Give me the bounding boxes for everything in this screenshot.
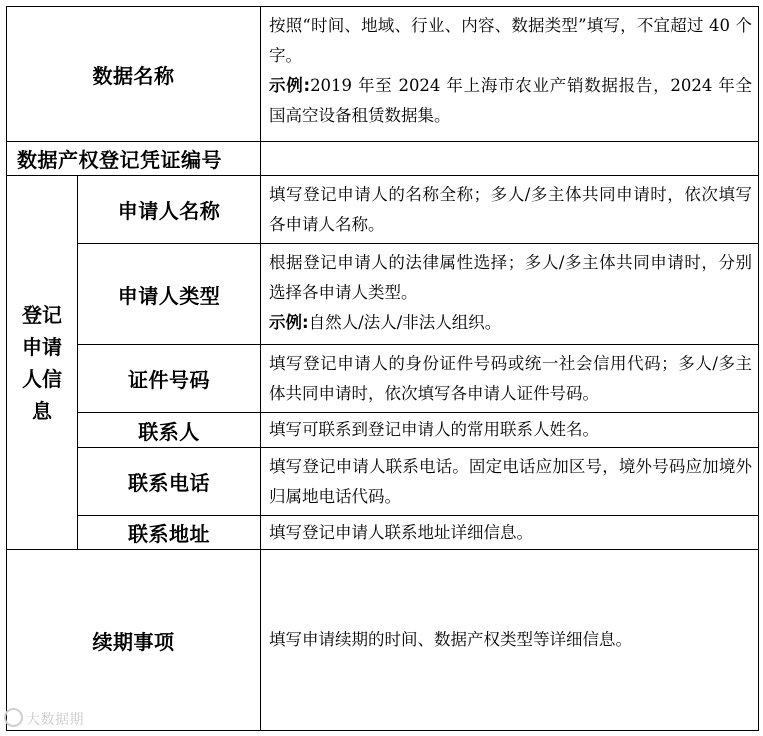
renewal-desc: 填写申请续期的时间、数据产权类型等详细信息。: [261, 550, 759, 731]
example-text: 2019 年至 2024 年上海市农业产销数据报告，2024 年全国高空设备租赁数据集。: [269, 76, 753, 125]
example-text: 自然人/法人/非法人组织。: [308, 313, 502, 332]
address-label: 联系地址: [78, 516, 261, 550]
group-label-line: 人信: [22, 366, 62, 391]
applicant-type-description: [261, 244, 759, 345]
address-desc: 填写登记申请人联系地址详细信息。: [261, 516, 759, 550]
group-label-line: 登记: [22, 302, 62, 327]
watermark-text: 大数据期: [26, 712, 84, 728]
contact-desc: 填写可联系到登记申请人的常用联系人姓名。: [261, 413, 759, 448]
row-address: [7, 516, 759, 550]
group-label-line: 息: [32, 398, 52, 423]
example-label: 示例:: [269, 313, 309, 332]
watermark-logo-icon: [4, 708, 23, 727]
group-label-line: 申请: [22, 334, 62, 359]
certificate-no-value: [261, 142, 759, 176]
applicant-type-label: 申请人类型: [78, 244, 261, 345]
data-name-desc-text: 按照“时间、地域、行业、内容、数据类型”填写，不宜超过 40 个字。: [269, 16, 752, 65]
watermark: [4, 708, 84, 729]
applicant-type-example: [269, 308, 752, 338]
phone-label: 联系电话: [78, 448, 261, 516]
applicant-type-desc-text: 根据登记申请人的法律属性选择；多人/多主体共同申请时，分别选择各申请人类型。: [269, 253, 752, 302]
row-contact: [7, 413, 759, 448]
registration-table: [6, 6, 759, 731]
phone-desc: 填写登记申请人联系电话。固定电话应加区号，境外号码应加境外归属地电话代码。: [261, 448, 759, 516]
renewal-label: 续期事项: [7, 550, 261, 731]
example-label: 示例:: [269, 76, 311, 95]
registrant-info-group-label: [7, 176, 78, 550]
row-id-number: [7, 345, 759, 413]
row-applicant-type: [7, 244, 759, 345]
data-name-example: [269, 71, 752, 131]
row-data-name: [7, 7, 759, 142]
applicant-name-desc: 填写登记申请人的名称全称；多人/多主体共同申请时，依次填写各申请人名称。: [261, 176, 759, 244]
id-number-desc: 填写登记申请人的身份证件号码或统一社会信用代码；多人/多主体共同申请时，依次填写各申请人证件号码。: [261, 345, 759, 413]
row-phone: [7, 448, 759, 516]
data-name-label: 数据名称: [7, 7, 261, 142]
applicant-name-label: 申请人名称: [78, 176, 261, 244]
registration-form: [6, 6, 759, 731]
certificate-no-label: 数据产权登记凭证编号: [7, 142, 261, 176]
id-number-label: 证件号码: [78, 345, 261, 413]
row-applicant-name: [7, 176, 759, 244]
row-certificate-no: [7, 142, 759, 176]
contact-label: 联系人: [78, 413, 261, 448]
data-name-description: [261, 7, 759, 142]
row-renewal: [7, 550, 759, 731]
